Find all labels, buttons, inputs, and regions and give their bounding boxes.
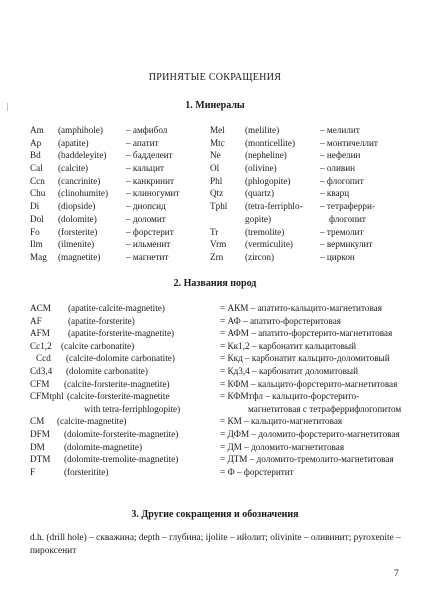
rock-abbr: DTM (30, 454, 51, 465)
minerals-right-ru-column (320, 124, 378, 264)
mineral-english-name: (quartz) (245, 188, 275, 199)
mineral-abbr: Ilm (30, 239, 43, 250)
mineral-english-name: (dolomite) (58, 213, 97, 224)
mineral-abbr: Ap (30, 137, 42, 148)
rock-abbr: Cd3,4 (30, 365, 53, 376)
mineral-english-name: (amphibole) (58, 125, 103, 135)
mineral-english-name: (phlogopite) (245, 175, 291, 186)
mineral-russian-name: – тремолит (320, 226, 364, 237)
rock-english-name: (forsteritite) (64, 466, 109, 477)
rock-english-name: (calcite-forsterite-magnetite) (64, 378, 170, 389)
rock-abbr: ACM (30, 303, 51, 313)
section-heading-other: 3. Другие сокращения и обозначения (131, 509, 299, 520)
mineral-russian-name: – ильменит (126, 239, 171, 250)
mineral-russian-name: – магнетит (126, 251, 169, 262)
mineral-english-name: (ilmenite) (58, 239, 95, 250)
rock-russian-name: = Кк1,2 – карбонатит кальцитовый (220, 340, 357, 351)
mineral-russian-name: – амфибол (126, 125, 168, 135)
rock-abbr: F (30, 466, 36, 477)
mineral-abbr: Zrn (210, 251, 224, 262)
section-heading-rocks: 2. Названия пород (173, 278, 257, 289)
rock-abbr: Ccd (36, 353, 51, 364)
rock-english-name: (apatite-calcite-magnetite) (68, 303, 165, 313)
mineral-abbr: Tr (210, 226, 219, 237)
rock-english-name: (dolomite-tremolite-magnetite) (64, 454, 179, 465)
mineral-russian-name: – монтичеллит (320, 137, 378, 148)
rock-russian-name: = Кд3,4 – карбонатит доломитовый (220, 365, 359, 376)
mineral-english-name: (magnetite) (58, 251, 101, 262)
rock-russian-name: = АФ – апатито-форстеритовая (220, 315, 342, 326)
rock-russian-name: = КФМтфл – кальцито-форстерито- (220, 391, 360, 402)
mineral-english-name: (cancrinite) (58, 175, 101, 186)
mineral-abbr: Di (30, 201, 40, 212)
mineral-russian-name: – тетраферри- (320, 201, 375, 212)
mineral-russian-name: – флогопит (320, 175, 364, 186)
rock-russian-name: = КМ – кальцито-магнетитовая (220, 416, 343, 427)
rock-abbr: CFM (30, 378, 50, 389)
rock-russian-name: = АКМ – апатито-кальцито-магнетитовая (220, 303, 382, 313)
mineral-russian-name: – кальцит (126, 163, 164, 174)
mineral-abbr: Fo (30, 226, 40, 237)
mineral-abbr: Vrm (210, 239, 227, 250)
mineral-abbr: Cal (30, 163, 43, 174)
mineral-english-name: (vermiculite) (245, 239, 293, 250)
rock-russian-name: = АФМ – апатито-форстерито-магнетитовая (220, 328, 393, 339)
mineral-abbr (210, 213, 227, 226)
mineral-english-name: (calcite) (58, 163, 89, 174)
rock-abbr: Cc1,2 (30, 340, 52, 351)
mineral-english-name: (monticellite) (245, 137, 296, 148)
rock-abbr: CFMtphl (30, 391, 64, 402)
mineral-english-name: (forsterite) (58, 226, 98, 237)
mineral-abbr: Am (30, 125, 44, 135)
mineral-abbr: Qtz (210, 188, 224, 199)
rock-english-name: (dolomite-magnetite) (64, 441, 143, 452)
mineral-abbr: Mag (30, 251, 47, 262)
mineral-english-name: (diopside) (58, 201, 96, 212)
mineral-abbr: Tphl (210, 201, 228, 212)
mineral-abbr: Ol (210, 163, 220, 174)
mineral-abbr: Phl (210, 175, 223, 186)
margin-mark: | (7, 102, 9, 111)
mineral-abbr: Ccn (30, 175, 45, 186)
mineral-english-name: (melilite) (245, 125, 280, 135)
rock-russian-name: = КФМ – кальцито-форстерито-магнетитовая (220, 378, 398, 389)
rock-english-name: with tetra-ferriphlogopite) (84, 403, 181, 414)
rock-abbr: DM (30, 441, 45, 452)
mineral-russian-name: – оливин (320, 163, 356, 174)
minerals-left-abbr-column (30, 124, 47, 264)
mineral-russian-name: – кварц (320, 188, 350, 199)
mineral-english-name: (clinohumite) (58, 188, 109, 199)
mineral-russian-name: – доломит (126, 213, 166, 224)
mineral-english-name: (zircon) (245, 251, 275, 262)
mineral-russian-name: – нефелин (320, 150, 361, 161)
rock-russian-name: = ДТМ – доломито-тремолито-магнетитовая (220, 454, 394, 465)
mineral-russian-name: – канкринит (126, 175, 175, 186)
other-abbreviations-paragraph: d.h. (drill hole) – скважина; depth – глубина; ijolite – ийолит; olivinite – оливинит; pyroxenite – пироксенит (30, 533, 401, 556)
rock-english-name: (apatite-forsterite-magnetite) (68, 328, 175, 339)
mineral-english-name: (tremolite) (245, 226, 285, 237)
mineral-russian-name: флогопит (329, 213, 366, 224)
mineral-russian-name: – клиногумит (126, 188, 180, 199)
mineral-english-name: (tetra-ferriphlo- (245, 201, 303, 212)
rock-english-name: (calcite-dolomite carbonatite) (66, 353, 175, 364)
mineral-russian-name: – апатит (126, 137, 159, 148)
mineral-abbr: Chu (30, 188, 46, 199)
page-title: ПРИНЯТЫЕ СОКРАЩЕНИЯ (148, 72, 282, 83)
mineral-russian-name: – вермикулит (320, 239, 373, 250)
minerals-right-abbr-column (210, 124, 227, 264)
mineral-english-name: (apatite) (58, 137, 89, 148)
mineral-russian-name: – мелилит (320, 125, 360, 135)
rock-abbr: AFM (30, 328, 50, 339)
rock-english-name: (dolomite-forsterite-magnetite) (64, 428, 179, 439)
mineral-abbr: Bd (30, 150, 41, 161)
mineral-english-name: gopite) (245, 213, 272, 224)
mineral-abbr: Mel (210, 125, 225, 135)
mineral-russian-name: – бадделеит (126, 150, 173, 161)
rock-english-name: (calcite-magnetite) (57, 416, 127, 427)
mineral-abbr: Mtc (210, 137, 225, 148)
mineral-russian-name: – циркон (320, 251, 355, 262)
rock-russian-name: = Ккд – карбонатит кальцито-доломитовый (220, 353, 390, 364)
rock-abbr: DFM (30, 428, 50, 439)
rock-abbr: CM (30, 416, 45, 427)
minerals-left-ru-column (126, 124, 179, 264)
mineral-russian-name: – форстерит (126, 226, 174, 237)
mineral-abbr: Ne (210, 150, 221, 161)
rock-abbr: AF (30, 315, 42, 326)
mineral-english-name: (olivine) (245, 163, 277, 174)
mineral-english-name: (nepheline) (245, 150, 287, 161)
minerals-left-en-column (58, 124, 108, 264)
rock-english-name: (calcite carbonatite) (61, 340, 135, 351)
minerals-right-en-column (245, 124, 303, 264)
section-heading-minerals: 1. Минералы (185, 100, 245, 111)
page-number: 7 (394, 569, 399, 579)
rock-russian-name: = ДМ – доломито-магнетитовая (220, 441, 345, 452)
rock-russian-name: = Ф – форстеритит (220, 466, 294, 477)
mineral-english-name: (baddeleyite) (58, 150, 107, 161)
rock-russian-name: магнетитовая с тетраферрифлогопитом (248, 403, 402, 414)
mineral-russian-name: – диопсид (126, 201, 166, 212)
rock-russian-name: = ДФМ – доломито-форстерито-магнетитовая (220, 428, 400, 439)
rock-english-name: (dolomite carbonatite) (66, 365, 148, 376)
rock-english-name: (apatite-forsterite) (68, 315, 135, 326)
mineral-abbr: Dol (30, 213, 44, 224)
rock-english-name: (calcite-forsterite-magnetite (67, 391, 170, 402)
